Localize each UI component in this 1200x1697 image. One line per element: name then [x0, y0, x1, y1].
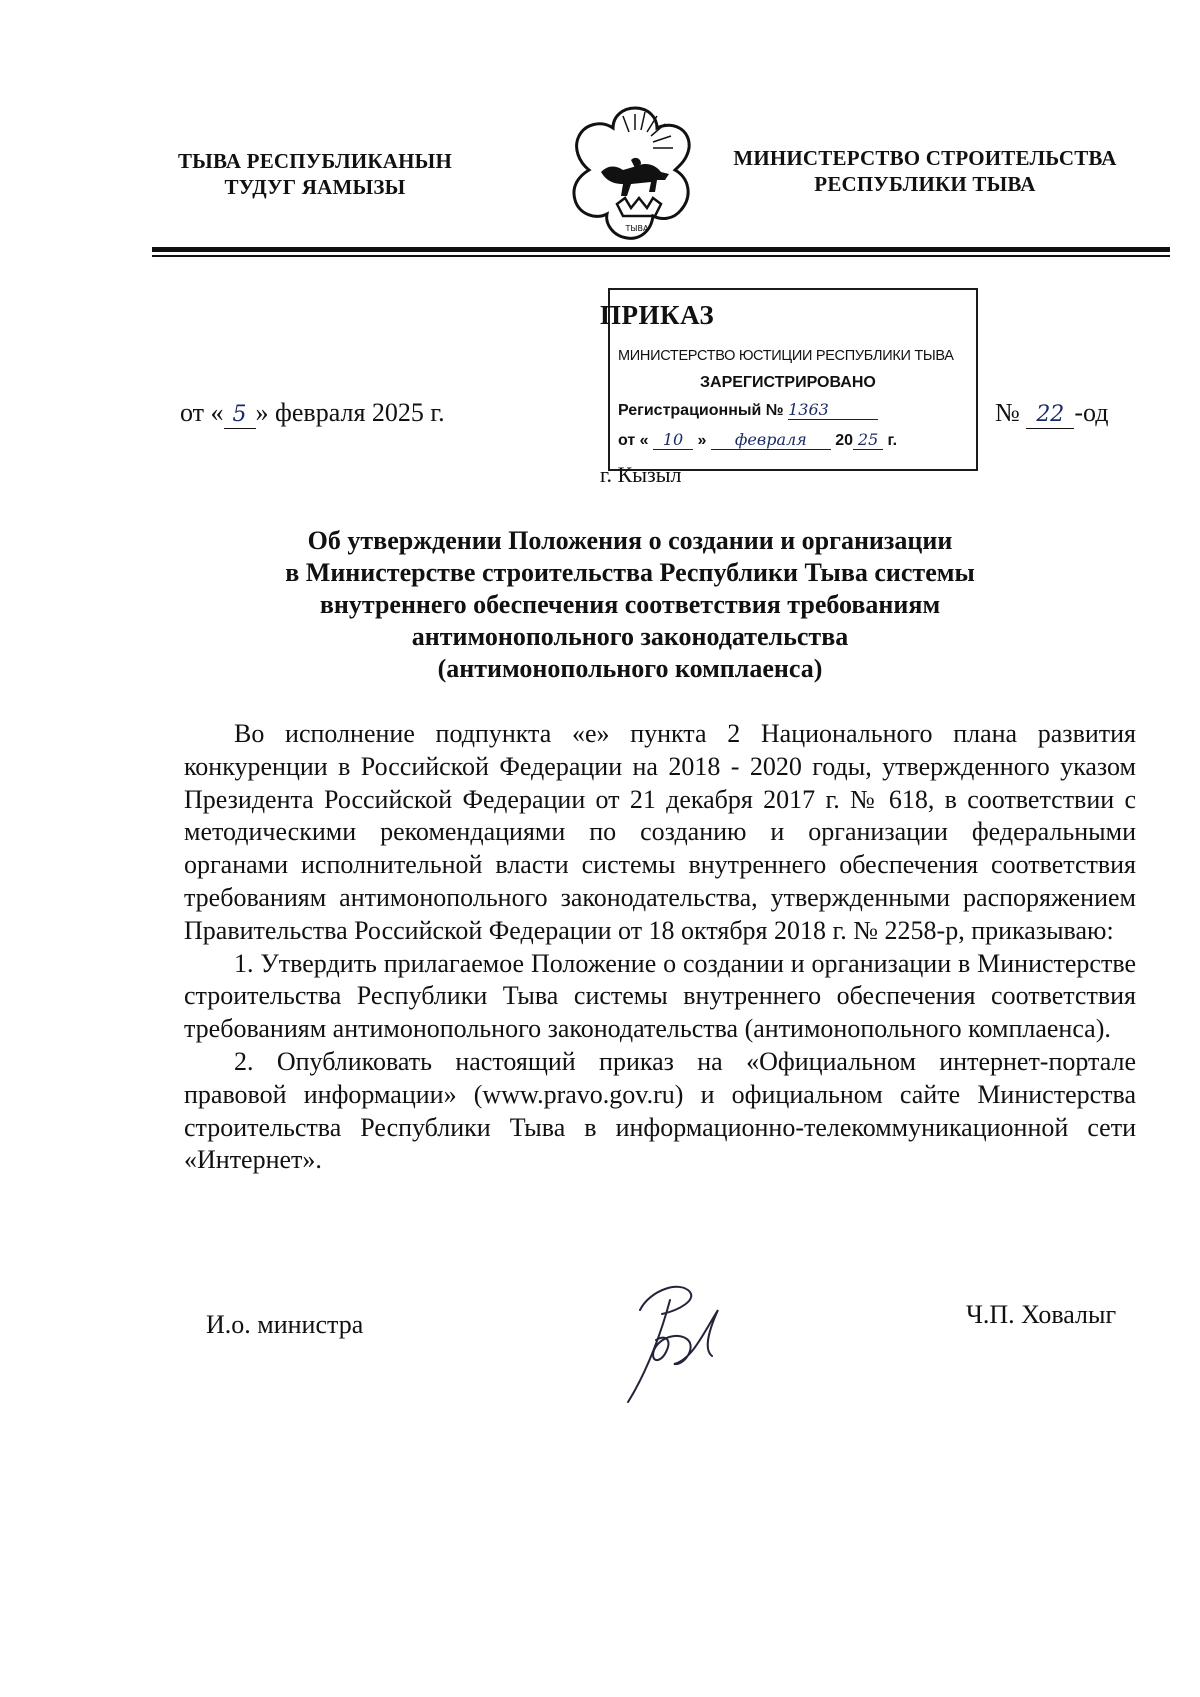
title-line5: (антимонопольного комплаенса) [437, 654, 823, 683]
signature-icon [600, 1270, 740, 1410]
stamp-reg-label: Регистрационный № [618, 402, 784, 419]
stamp-reg-number: 1363 [788, 400, 878, 420]
stamp-year-end: г. [887, 432, 898, 449]
stamp-date-month: февраля [711, 430, 831, 450]
header-left-line2: ТУДУГ ЯАМЫЗЫ [224, 175, 406, 199]
header-right-title [715, 145, 1135, 197]
order-date-prefix: от « [180, 398, 224, 427]
stamp-date-mid: » [697, 432, 707, 449]
header-right-line1: МИНИСТЕРСТВО СТРОИТЕЛЬСТВА [733, 146, 1117, 170]
order-city: г. Кызыл [600, 462, 682, 487]
title-line3: внутреннего обеспечения соответствия требованиям [319, 590, 941, 619]
document-body [184, 718, 1136, 1177]
stamp-year-prefix: 20 [835, 432, 854, 449]
title-line2: в Министерстве строительства Республики Тыва системы [285, 558, 975, 587]
order-date-suffix: » февраля 2025 г. [255, 398, 445, 427]
header-left-title [150, 148, 480, 200]
document-kind: ПРИКАЗ [600, 300, 715, 330]
stamp-date-prefix: от « [618, 432, 649, 449]
order-number-suffix: -од [1074, 398, 1109, 427]
signer-name: Ч.П. Ховалыг [966, 1300, 1117, 1329]
order-date [180, 397, 445, 429]
body-paragraph-3: 2. Опубликовать настоящий приказ на «Официальном интернет-портале правовой информации» (www.pravo.gov.ru) и официальном сайте Министерства строительства Республики Тыва в информационно-телекоммуникационной сети «Интернет». [184, 1046, 1136, 1175]
body-paragraph-2: 1. Утвердить прилагаемое Положение о создании и организации в Министерстве строительства Республики Тыва системы внутреннего обеспечения соответствия требованиям антимонопольного законодательства (антимонопольного комплаенса). [184, 948, 1136, 1044]
order-number-value: 22 [1026, 402, 1074, 429]
stamp-reg-number-line [618, 400, 878, 420]
header-right-line2: РЕСПУБЛИКИ ТЫВА [814, 172, 1036, 196]
stamp-registered: ЗАРЕГИСТРИРОВАНО [700, 374, 876, 391]
title-line1: Об утверждении Положения о создании и организации [307, 526, 953, 555]
signer-role: И.о. министра [206, 1310, 364, 1339]
stamp-year-suffix: 25 [853, 430, 883, 450]
body-paragraph-1: Во исполнение подпункта «е» пункта 2 Национального плана развития конкуренции в Российской Федерации на 2018 - 2020 годы, утвержденного указом Президента Российской Федерации от 21 декабря 2017 г. № 618, в соответствии с методическими рекомендациями по созданию и организации федеральными органами исполнительной власти системы внутреннего обеспечения соответствия требованиям антимонопольного законодательства, утвержденными распоряжением Правительства Российской Федерации от 18 октября 2018 г. № 2258-р, приказываю: [184, 719, 1136, 945]
order-number [995, 397, 1108, 429]
stamp-ministry: МИНИСТЕРСТВО ЮСТИЦИИ РЕСПУБЛИКИ ТЫВА [618, 348, 954, 364]
header-divider-thick [152, 247, 1170, 252]
title-line4: антимонопольного законодательства [411, 622, 849, 651]
document-title [230, 525, 1030, 685]
emblem-label: ТЫВА [625, 224, 649, 233]
order-date-day: 5 [224, 402, 256, 429]
stamp-date-day: 10 [653, 430, 693, 450]
stamp-date-line [618, 430, 897, 450]
order-number-prefix: № [995, 398, 1020, 427]
header-left-line1: ТЫВА РЕСПУБЛИКАНЫН [177, 149, 453, 173]
tuva-emblem-icon [565, 100, 705, 245]
header-divider-thin [152, 255, 1170, 257]
